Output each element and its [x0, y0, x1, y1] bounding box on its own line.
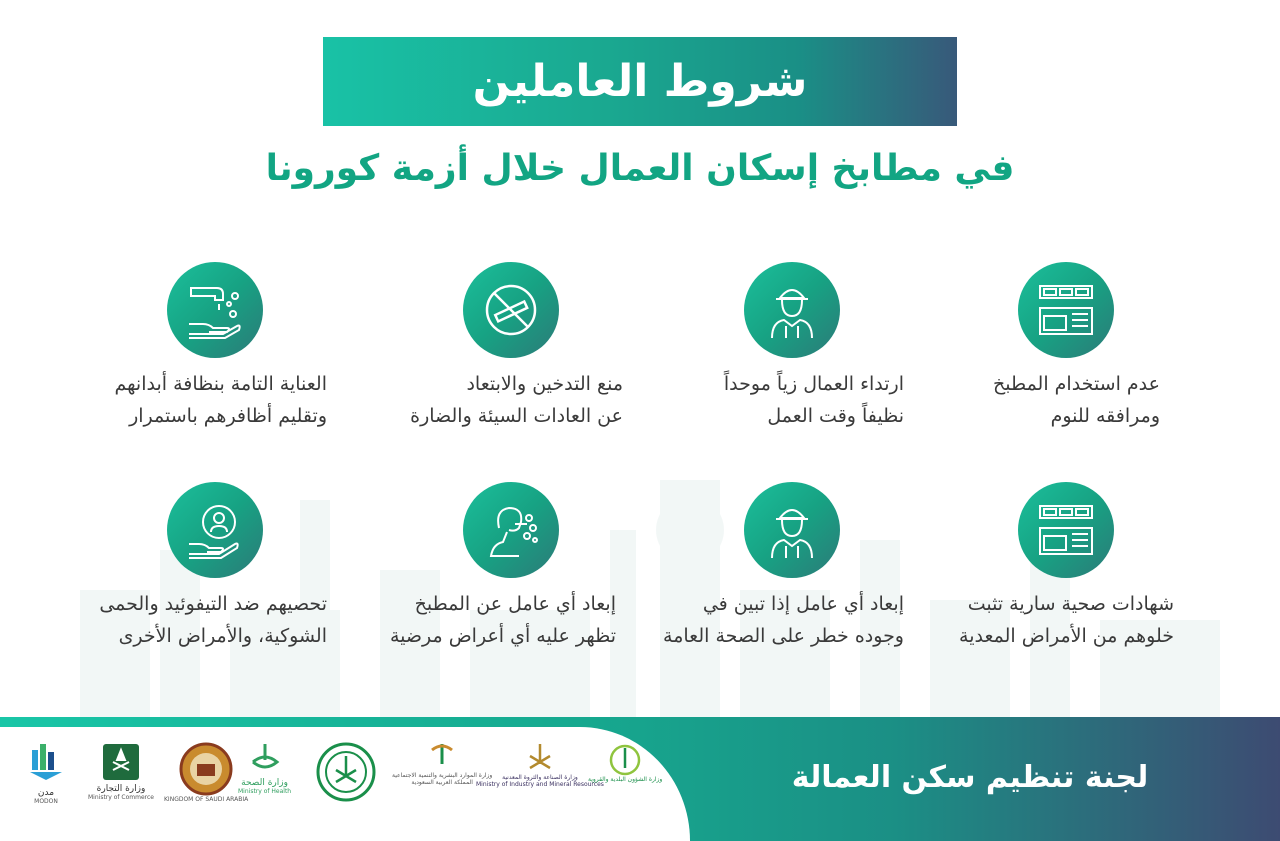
item-caption: ارتداء العمال زياً موحداً نظيفاً وقت العمل [723, 373, 904, 427]
item-caption: إبعاد أي عامل عن المطبخ تظهر عليه أي أعراض مرضية [389, 593, 616, 647]
modon-logo: مدن MODON [26, 742, 66, 805]
kitchen-cabinet-icon [1018, 262, 1114, 358]
sick-person-icon [463, 482, 559, 578]
ministry-emblem-logo [316, 742, 376, 802]
city-skyline-background [0, 440, 1280, 720]
item-caption: العناية التامة بنظافة أبدانهم وتقليم أظافرهم باستمرار [114, 373, 327, 427]
ministry-of-municipal-logo: وزارة الشؤون البلدية والقروية [588, 742, 662, 783]
item-caption: عدم استخدام المطبخ ومرافقه للنوم [992, 373, 1160, 427]
page-title: شروط العاملين [472, 56, 808, 107]
item-caption: منع التدخين والابتعاد عن العادات السيئة والضارة [410, 373, 623, 427]
worker-uniform-icon [744, 482, 840, 578]
kingdom-seal-logo: KINGDOM OF SAUDI ARABIA [164, 742, 248, 803]
ministry-of-industry-logo: وزارة الصناعة والثروة المعدنية Ministry of Industry and Mineral Resources [476, 742, 604, 788]
ministry-of-health-logo: وزارة الصحة Ministry of Health [238, 742, 291, 795]
kitchen-cabinet-icon [1018, 482, 1114, 578]
ministry-of-commerce-logo: وزارة التجارة Ministry of Commerce [88, 742, 154, 801]
item-caption: تحصيهم ضد التيفوئيد والحمى الشوكية، والأمراض الأخرى [99, 593, 327, 647]
hand-washing-icon [167, 262, 263, 358]
no-smoking-icon [463, 262, 559, 358]
vaccination-hand-icon [167, 482, 263, 578]
ministry-of-hr-logo: وزارة الموارد البشرية والتنمية الاجتماعية المملكة العربية السعودية [392, 742, 492, 786]
title-banner [323, 37, 957, 126]
item-caption: إبعاد أي عامل إذا تبين في وجوده خطر على الصحة العامة [663, 593, 904, 647]
footer-title: لجنة تنظيم سكن العمالة [791, 760, 1149, 795]
worker-uniform-icon [744, 262, 840, 358]
page-subtitle: في مطابخ إسكان العمال خلال أزمة كورونا [265, 148, 1015, 189]
item-caption: شهادات صحية سارية تثبت خلوهم من الأمراض المعدية [959, 593, 1174, 647]
